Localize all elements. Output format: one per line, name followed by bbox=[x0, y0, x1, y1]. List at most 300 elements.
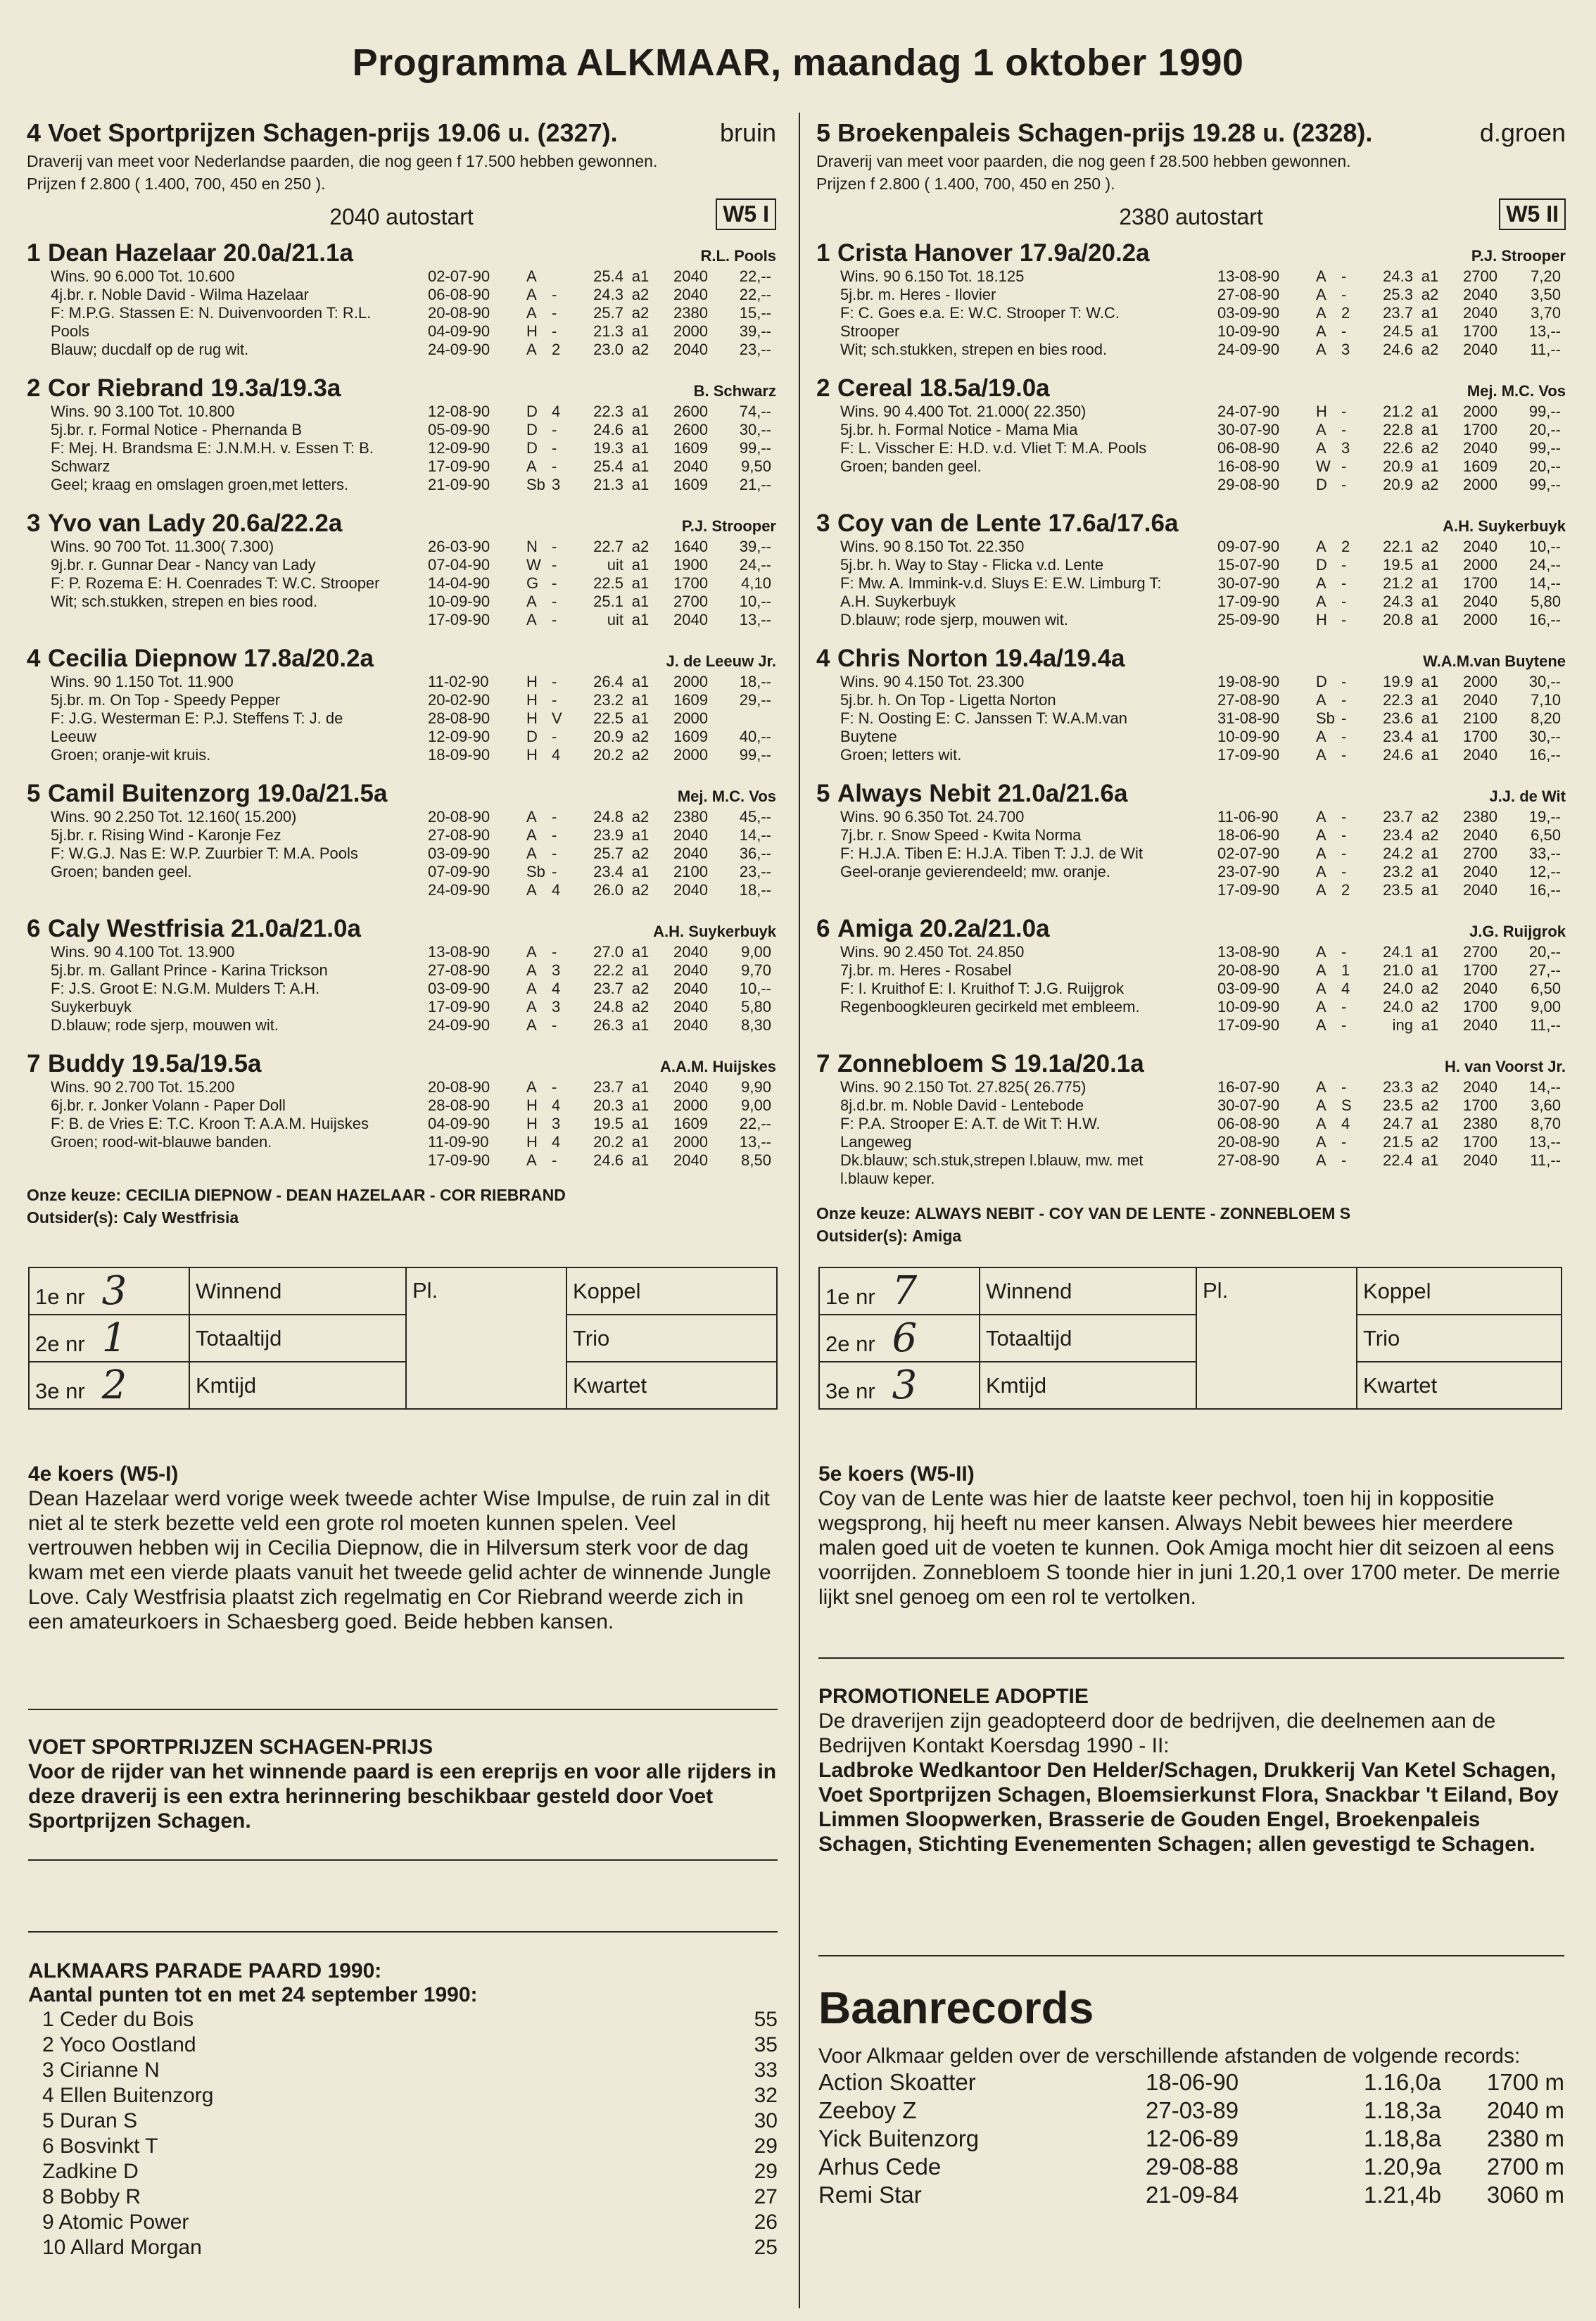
result-cell: 17-09-90 bbox=[1217, 881, 1280, 899]
result-row bbox=[428, 691, 776, 709]
rule bbox=[818, 1657, 1564, 1659]
result-cell: 30-07-90 bbox=[1217, 421, 1280, 438]
race-conditions: Draverij van meet voor paarden, die nog geen f 28.500 hebben gewonnen. bbox=[816, 152, 1351, 170]
result-row bbox=[1217, 1016, 1566, 1035]
result-cell: a1 bbox=[1421, 403, 1439, 420]
result-cell: - bbox=[1341, 1078, 1347, 1096]
horse-name-line bbox=[27, 374, 341, 403]
result-cell: 2040 bbox=[673, 286, 708, 303]
result-cell: - bbox=[552, 439, 557, 457]
result-cell: - bbox=[552, 556, 557, 574]
trio-label: Trio bbox=[566, 1315, 777, 1362]
result-row bbox=[428, 709, 776, 728]
result-cell: a1 bbox=[631, 439, 650, 457]
first-place-label: 1e nr bbox=[35, 1284, 85, 1309]
result-cell: a1 bbox=[1421, 593, 1439, 610]
result-cell: 11-09-90 bbox=[428, 1133, 489, 1151]
promo-title: PROMOTIONELE ADOPTIE bbox=[818, 1685, 1089, 1708]
result-cell: - bbox=[1341, 267, 1347, 285]
result-cell: a2 bbox=[1421, 1133, 1439, 1151]
result-cell: A bbox=[1316, 980, 1326, 997]
kmtijd-label: Kmtijd bbox=[189, 1362, 406, 1409]
result-cell: 4,10 bbox=[741, 574, 771, 592]
result-cell: 06-08-90 bbox=[1217, 439, 1280, 457]
parade-subtitle: Aantal punten tot en met 24 september 1990: bbox=[28, 1983, 478, 2006]
result-cell: 17-09-90 bbox=[1217, 746, 1280, 764]
horse-info bbox=[816, 1078, 1217, 1188]
result-cell: 21.2 bbox=[1383, 403, 1413, 420]
result-cell: 12-08-90 bbox=[428, 403, 490, 420]
result-cell: A bbox=[526, 998, 537, 1016]
result-cell: 2000 bbox=[1463, 556, 1497, 574]
result-row bbox=[1217, 845, 1566, 863]
result-cell: 22.8 bbox=[1383, 421, 1413, 438]
result-cell: 2040 bbox=[673, 943, 708, 961]
horse-name: Crista Hanover 17.9a/20.2a bbox=[837, 239, 1150, 267]
record-cell: 2380 m bbox=[1486, 2125, 1564, 2151]
result-cell: 03-09-90 bbox=[1217, 304, 1280, 322]
result-cell: D bbox=[1316, 673, 1327, 690]
record-cell: 1.18,8a bbox=[1364, 2125, 1442, 2151]
result-cell: 40,-- bbox=[739, 728, 771, 745]
result-cell: 13,-- bbox=[739, 1133, 771, 1151]
result-cell: D bbox=[1316, 556, 1327, 574]
result-cell: A bbox=[526, 304, 537, 322]
result-cell: 3 bbox=[552, 961, 561, 979]
result-cell: 03-09-90 bbox=[1217, 980, 1280, 997]
race-prizes: Prijzen f 2.800 ( 1.400, 700, 450 en 250 ). bbox=[816, 175, 1115, 193]
column-divider bbox=[799, 113, 800, 2308]
start-type: 2040 autostart bbox=[329, 204, 474, 229]
result-cell: a1 bbox=[1421, 1151, 1439, 1169]
record-cell: 21-09-84 bbox=[1146, 2182, 1239, 2208]
result-cell: 99,-- bbox=[739, 746, 771, 764]
result-cell: A bbox=[1316, 593, 1326, 610]
horse-body bbox=[816, 673, 1566, 764]
result-row bbox=[428, 421, 776, 439]
horse-trainer: J. de Leeuw Jr. bbox=[666, 652, 776, 670]
horse-number: 1 bbox=[27, 239, 41, 267]
result-cell: 2040 bbox=[1463, 881, 1497, 899]
result-cell: 2100 bbox=[1463, 709, 1497, 727]
result-cell: 24.2 bbox=[1383, 845, 1413, 862]
result-cell: 1 bbox=[1341, 961, 1350, 979]
result-cell: - bbox=[552, 826, 557, 844]
horse-header bbox=[27, 780, 776, 808]
result-cell: A bbox=[1316, 267, 1326, 285]
parade-row bbox=[42, 2235, 778, 2260]
result-cell: 2600 bbox=[673, 403, 708, 420]
horse-info-line: Groen; banden geel. bbox=[840, 457, 982, 475]
result-cell: 1609 bbox=[673, 1115, 708, 1132]
parade-row bbox=[42, 2184, 778, 2210]
result-cell: a1 bbox=[1421, 728, 1439, 745]
result-cell: 13-08-90 bbox=[428, 943, 490, 961]
result-row bbox=[428, 943, 776, 961]
result-cell: 16-07-90 bbox=[1217, 1078, 1280, 1096]
result-cell: a2 bbox=[631, 728, 650, 745]
result-cell: a2 bbox=[631, 341, 650, 358]
result-cell: 14,-- bbox=[739, 826, 771, 844]
race-conditions: Draverij van meet voor Nederlandse paarden, die nog geen f 17.500 hebben gewonnen. bbox=[27, 152, 658, 170]
result-cell: A bbox=[526, 286, 537, 303]
horse-number: 3 bbox=[816, 510, 830, 537]
result-cell: A bbox=[526, 341, 537, 358]
result-cell: 2040 bbox=[1463, 746, 1497, 764]
result-cell: H bbox=[526, 746, 538, 764]
koers4-text: Dean Hazelaar werd vorige week tweede achter Wise Impulse, de ruin zal in dit niet al te sterk bezette veld een grote rol moeten kunnen spelen. Veel vertrouwen hebben wij in Cecilia Diepnow, die in Hilversum sterk voor de dag kwam met een vierde plaats vanuit het tweede gelid achter de winnende Jungle Love. Caly Westfrisia plaatst zich regelmatig en Cor Riebrand weerde zich in een amateurkoers in Schaesberg goed. Beide hebben kansen. bbox=[28, 1487, 771, 1633]
trio-label: Trio bbox=[1357, 1315, 1562, 1362]
result-cell: 23.2 bbox=[593, 691, 623, 709]
result-cell: - bbox=[552, 1078, 557, 1096]
result-cell: D bbox=[526, 421, 538, 438]
horse-info-line: Groen; oranje-wit kruis. bbox=[51, 746, 211, 764]
result-cell: 21.2 bbox=[1383, 574, 1413, 592]
result-cell: 19.5 bbox=[593, 1115, 623, 1132]
result-cell: a2 bbox=[631, 286, 650, 303]
result-cell: a1 bbox=[631, 322, 650, 340]
voet-section bbox=[28, 1735, 778, 1833]
horse-header bbox=[816, 645, 1566, 673]
result-row bbox=[428, 1016, 776, 1035]
horse-number: 6 bbox=[816, 915, 830, 942]
result-cell: a1 bbox=[631, 574, 650, 592]
horse-info-line: Wins. 90 4.400 Tot. 21.000( 22.350) bbox=[840, 403, 1087, 420]
horse-trainer: Mej. M.C. Vos bbox=[1467, 382, 1566, 400]
record-cell: 1.21,4b bbox=[1364, 2182, 1442, 2208]
totaaltijd-label: Totaaltijd bbox=[980, 1315, 1196, 1362]
result-cell: 11,-- bbox=[1530, 1016, 1561, 1034]
result-cell: - bbox=[552, 1016, 557, 1034]
result-cell: 2040 bbox=[673, 881, 708, 899]
our-choice: Onze keuze: CECILIA DIEPNOW - DEAN HAZELAAR - COR RIEBRAND bbox=[27, 1186, 566, 1204]
voet-title: VOET SPORTPRIJZEN SCHAGEN-PRIJS bbox=[28, 1735, 433, 1759]
result-cell: 3 bbox=[552, 1115, 561, 1132]
result-cell: 16,-- bbox=[1528, 611, 1561, 628]
result-cell: 27-08-90 bbox=[1217, 1151, 1280, 1169]
result-cell: 23.4 bbox=[593, 863, 623, 880]
result-cell: - bbox=[1341, 826, 1347, 844]
result-cell: 20.2 bbox=[593, 1133, 623, 1151]
result-cell: 25.7 bbox=[593, 845, 623, 862]
result-cell: a1 bbox=[1421, 961, 1439, 979]
horse-info bbox=[816, 403, 1217, 494]
result-cell: A bbox=[1316, 1151, 1326, 1169]
result-cell: 2040 bbox=[673, 1151, 708, 1169]
result-cell: 20,-- bbox=[1528, 943, 1561, 961]
result-cell: A bbox=[526, 808, 537, 826]
result-cell: 20.9 bbox=[593, 728, 623, 745]
result-row bbox=[1217, 556, 1566, 574]
result-row bbox=[1217, 538, 1566, 556]
koers5-title: 5e koers (W5-II) bbox=[818, 1462, 975, 1486]
result-cell: 30,-- bbox=[1528, 673, 1561, 690]
horse-results bbox=[1217, 673, 1566, 764]
result-cell: A bbox=[1316, 863, 1326, 880]
result-cell: a1 bbox=[631, 1096, 650, 1114]
result-cell: 22.1 bbox=[1383, 538, 1413, 555]
result-cell: - bbox=[552, 304, 557, 322]
horse-results bbox=[1217, 403, 1566, 494]
result-cell: - bbox=[552, 538, 557, 555]
result-cell: 25-09-90 bbox=[1217, 611, 1280, 628]
result-cell: a1 bbox=[1421, 421, 1439, 438]
parade-horse: 2 Yoco Oostland bbox=[42, 2033, 196, 2056]
result-cell: a2 bbox=[1421, 286, 1439, 303]
result-cell: 22.5 bbox=[593, 709, 623, 727]
result-cell: A bbox=[1316, 998, 1326, 1016]
result-cell: 18-09-90 bbox=[428, 746, 490, 764]
result-row bbox=[428, 286, 776, 304]
result-cell: 24-09-90 bbox=[428, 1016, 490, 1034]
result-cell: A bbox=[1316, 808, 1326, 826]
result-row bbox=[1217, 574, 1566, 593]
koppel-label: Koppel bbox=[1357, 1267, 1562, 1315]
result-cell: 19.9 bbox=[1383, 673, 1413, 690]
horse-name-line bbox=[816, 239, 1150, 267]
parade-points: 27 bbox=[754, 2185, 778, 2208]
result-cell: 23,-- bbox=[739, 341, 771, 358]
horse-number: 3 bbox=[27, 510, 41, 537]
result-cell: 6,50 bbox=[1531, 980, 1561, 997]
result-cell: a1 bbox=[631, 961, 650, 979]
result-cell: D bbox=[1316, 476, 1327, 493]
result-cell: 07-04-90 bbox=[428, 556, 490, 574]
result-row bbox=[1217, 691, 1566, 709]
horse-header bbox=[816, 915, 1566, 943]
result-cell: 14-04-90 bbox=[428, 574, 490, 592]
result-cell: 17-09-90 bbox=[428, 457, 490, 475]
result-cell: 19-08-90 bbox=[1217, 673, 1280, 690]
record-cell: 3060 m bbox=[1486, 2182, 1564, 2208]
result-cell: A bbox=[1316, 845, 1326, 862]
horse-info-line: Wins. 90 6.150 Tot. 18.125 bbox=[840, 267, 1025, 285]
result-cell: - bbox=[552, 322, 557, 340]
result-cell: 99,-- bbox=[1528, 476, 1561, 493]
result-cell: 3,60 bbox=[1531, 1096, 1561, 1114]
horse-info bbox=[27, 403, 428, 494]
horse-body bbox=[816, 808, 1566, 899]
result-cell: 10-09-90 bbox=[428, 593, 490, 610]
result-cell: - bbox=[1341, 845, 1347, 862]
result-row bbox=[1217, 304, 1566, 322]
result-cell: 23,-- bbox=[739, 863, 771, 880]
result-cell: 16-08-90 bbox=[1217, 457, 1280, 475]
result-cell: H bbox=[526, 1096, 538, 1114]
result-row bbox=[428, 998, 776, 1016]
result-row bbox=[428, 556, 776, 574]
result-cell: 09-07-90 bbox=[1217, 538, 1280, 555]
result-cell: H bbox=[526, 1133, 538, 1151]
result-cell: 27-08-90 bbox=[1217, 691, 1280, 709]
result-cell: W bbox=[526, 556, 541, 574]
result-cell: - bbox=[1341, 943, 1347, 961]
result-cell: 20-08-90 bbox=[428, 808, 490, 826]
result-cell: - bbox=[1341, 1151, 1347, 1169]
result-cell: H bbox=[526, 1115, 538, 1132]
result-cell: 9,00 bbox=[1531, 998, 1561, 1016]
parade-row bbox=[42, 2083, 778, 2108]
result-cell: 13,-- bbox=[739, 611, 771, 628]
horse-name-line bbox=[27, 915, 361, 943]
result-cell: 11-02-90 bbox=[428, 673, 489, 690]
place-label: Pl. bbox=[406, 1267, 566, 1409]
result-cell bbox=[552, 267, 567, 286]
koers5-text: Coy van de Lente was hier de laatste keer pechvol, toen hij in koppositie wegsprong, hij heeft nu meer kansen. Always Nebit bewees hier meerdere malen goed uit de voeten te kunnen. Ook Amiga mocht hier dit seizoen al eens voorrijden. Zonnebloem S toonde hier in juni 1.20,1 over 1700 meter. De merrie lijkt snel genoeg om een rol te vertolken. bbox=[818, 1487, 1560, 1609]
result-row bbox=[1217, 673, 1566, 691]
result-row bbox=[1217, 403, 1566, 421]
record-cell: 2040 m bbox=[1486, 2097, 1564, 2123]
record-cell: 1700 m bbox=[1486, 2069, 1564, 2095]
result-cell: 9,00 bbox=[741, 1096, 771, 1114]
result-cell: 27.0 bbox=[593, 943, 623, 961]
result-cell: 24-09-90 bbox=[428, 341, 490, 358]
result-cell: 19.3 bbox=[593, 439, 623, 457]
result-row bbox=[428, 1133, 776, 1151]
result-cell: 2380 bbox=[1463, 1115, 1497, 1132]
result-cell: a1 bbox=[1421, 746, 1439, 764]
result-cell: 23.9 bbox=[593, 826, 623, 844]
result-cell: - bbox=[1341, 286, 1347, 303]
result-cell: 23.5 bbox=[1383, 1096, 1413, 1114]
koers5-commentary bbox=[818, 1462, 1564, 1609]
result-cell: A bbox=[1316, 1133, 1326, 1151]
horse-info-line: Wins. 90 1.150 Tot. 11.900 bbox=[51, 673, 234, 690]
result-cell: 2040 bbox=[673, 1078, 708, 1096]
horse-info bbox=[816, 538, 1217, 629]
horse-number: 1 bbox=[816, 239, 830, 267]
horse-name: Cereal 18.5a/19.0a bbox=[837, 374, 1050, 402]
result-cell: 4 bbox=[552, 881, 561, 899]
result-cell: 11,-- bbox=[1530, 1151, 1561, 1169]
result-row bbox=[428, 808, 776, 826]
result-cell: 5,80 bbox=[741, 998, 771, 1016]
result-cell: 20-08-90 bbox=[428, 1078, 490, 1096]
result-cell: 2040 bbox=[1463, 1078, 1497, 1096]
result-cell: 22.2 bbox=[593, 961, 623, 979]
horse-entry bbox=[816, 645, 1566, 764]
result-cell: 19.5 bbox=[1383, 556, 1413, 574]
result-cell: 02-07-90 bbox=[1217, 845, 1280, 862]
horse-info-line: Dk.blauw; sch.stuk,strepen l.blauw, mw. met bbox=[840, 1151, 1144, 1169]
result-cell: 31-08-90 bbox=[1217, 709, 1280, 727]
horse-header bbox=[27, 374, 776, 403]
result-row bbox=[428, 304, 776, 322]
result-cell: - bbox=[552, 574, 557, 592]
result-cell: 15,-- bbox=[739, 304, 771, 322]
result-cell: 05-09-90 bbox=[428, 421, 490, 438]
result-cell: - bbox=[1341, 998, 1347, 1016]
second-place-label: 2e nr bbox=[825, 1332, 875, 1356]
result-cell: 22.3 bbox=[593, 403, 623, 420]
result-cell: a1 bbox=[1421, 304, 1439, 322]
horse-trainer: R.L. Pools bbox=[700, 247, 776, 265]
parade-title: ALKMAARS PARADE PAARD 1990: bbox=[28, 1959, 382, 1982]
result-cell: 45,-- bbox=[739, 808, 771, 826]
result-cell: a1 bbox=[631, 709, 650, 727]
parade-list bbox=[28, 2007, 778, 2260]
horse-info bbox=[27, 538, 428, 629]
result-cell: 2040 bbox=[673, 1016, 708, 1034]
horse-name: Caly Westfrisia 21.0a/21.0a bbox=[48, 915, 361, 942]
result-cell: 2700 bbox=[1463, 943, 1497, 961]
horse-results bbox=[428, 1078, 776, 1170]
result-cell: 2040 bbox=[1463, 341, 1497, 358]
horse-info-line: Geel-oranje gevierendeeld; mw. oranje. bbox=[840, 863, 1111, 880]
result-cell: a1 bbox=[631, 691, 650, 709]
result-cell: 24-09-90 bbox=[1217, 341, 1280, 358]
horse-info-line: F: I. Kruithof E: I. Kruithof T: J.G. Ruijgrok bbox=[840, 980, 1125, 997]
horse-info-line: F: C. Goes e.a. E: W.C. Strooper T: W.C. bbox=[840, 304, 1120, 322]
parade-points: 25 bbox=[754, 2236, 778, 2259]
result-cell: a2 bbox=[1421, 538, 1439, 555]
result-cell: 25.7 bbox=[593, 304, 623, 322]
result-cell: 2040 bbox=[1463, 863, 1497, 880]
horse-info-line: F: W.G.J. Nas E: W.P. Zuurbier T: M.A. Pools bbox=[51, 845, 358, 862]
result-cell: 1609 bbox=[1463, 457, 1497, 475]
horse-entry bbox=[27, 1050, 776, 1170]
baanrecords-intro: Voor Alkmaar gelden over de verschillende afstanden de volgende records: bbox=[818, 2044, 1521, 2068]
result-cell: 27-08-90 bbox=[428, 961, 490, 979]
result-cell: a2 bbox=[631, 538, 650, 555]
horse-info-line: 5j.br. r. Rising Wind - Karonje Fez bbox=[51, 826, 281, 844]
result-cell: 02-07-90 bbox=[428, 267, 490, 285]
horse-name: Dean Hazelaar 20.0a/21.1a bbox=[48, 239, 353, 267]
result-cell: 20.9 bbox=[1383, 457, 1413, 475]
result-cell: 23.7 bbox=[593, 980, 623, 997]
result-cell: 2000 bbox=[673, 1096, 708, 1114]
result-cell: 2040 bbox=[1463, 538, 1497, 555]
result-cell: 2 bbox=[552, 341, 561, 358]
result-cell: 4 bbox=[1341, 980, 1350, 997]
horse-info-line: Pools bbox=[51, 322, 90, 340]
winnend-label: Winnend bbox=[980, 1267, 1196, 1315]
result-cell: - bbox=[552, 943, 557, 961]
result-cell: 1700 bbox=[1463, 1133, 1497, 1151]
horse-info-line: 4j.br. r. Noble David - Wilma Hazelaar bbox=[51, 286, 309, 303]
result-table-race4 bbox=[28, 1267, 778, 1410]
result-cell: a1 bbox=[631, 476, 650, 493]
result-cell: a1 bbox=[1421, 267, 1439, 285]
voet-text: Voor de rijder van het winnende paard is een ereprijs en voor alle rijders in deze draverij is een extra herinnering beschikbaar gesteld door Voet Sportprijzen Schagen. bbox=[28, 1760, 777, 1833]
result-row bbox=[428, 476, 776, 494]
result-cell: 22.5 bbox=[593, 574, 623, 592]
result-cell: A bbox=[1316, 574, 1326, 592]
result-cell: a2 bbox=[1421, 341, 1439, 358]
parade-row bbox=[42, 2134, 778, 2159]
horse-number: 5 bbox=[816, 780, 830, 807]
result-cell: A bbox=[1316, 538, 1326, 555]
horse-name: Chris Norton 19.4a/19.4a bbox=[837, 645, 1125, 672]
result-cell: A bbox=[1316, 1096, 1326, 1114]
result-cell: 3 bbox=[552, 998, 561, 1016]
result-cell: 20-08-90 bbox=[1217, 961, 1280, 979]
result-cell: a1 bbox=[631, 457, 650, 475]
koers4-title: 4e koers (W5-I) bbox=[28, 1462, 179, 1486]
result-cell: 2040 bbox=[1463, 286, 1497, 303]
result-row bbox=[1217, 998, 1566, 1016]
result-cell: 2040 bbox=[673, 980, 708, 997]
result-cell: 23.7 bbox=[1383, 304, 1413, 322]
result-cell: 20-02-90 bbox=[428, 691, 490, 709]
result-cell: 2040 bbox=[673, 611, 708, 628]
result-cell: Sb bbox=[526, 476, 545, 493]
horse-entry bbox=[27, 374, 776, 494]
result-cell: a2 bbox=[631, 304, 650, 322]
horse-name: Camil Buitenzorg 19.0a/21.5a bbox=[48, 780, 388, 807]
result-cell: 2000 bbox=[1463, 673, 1497, 690]
baanrecords-title: Baanrecords bbox=[818, 1982, 1094, 2033]
